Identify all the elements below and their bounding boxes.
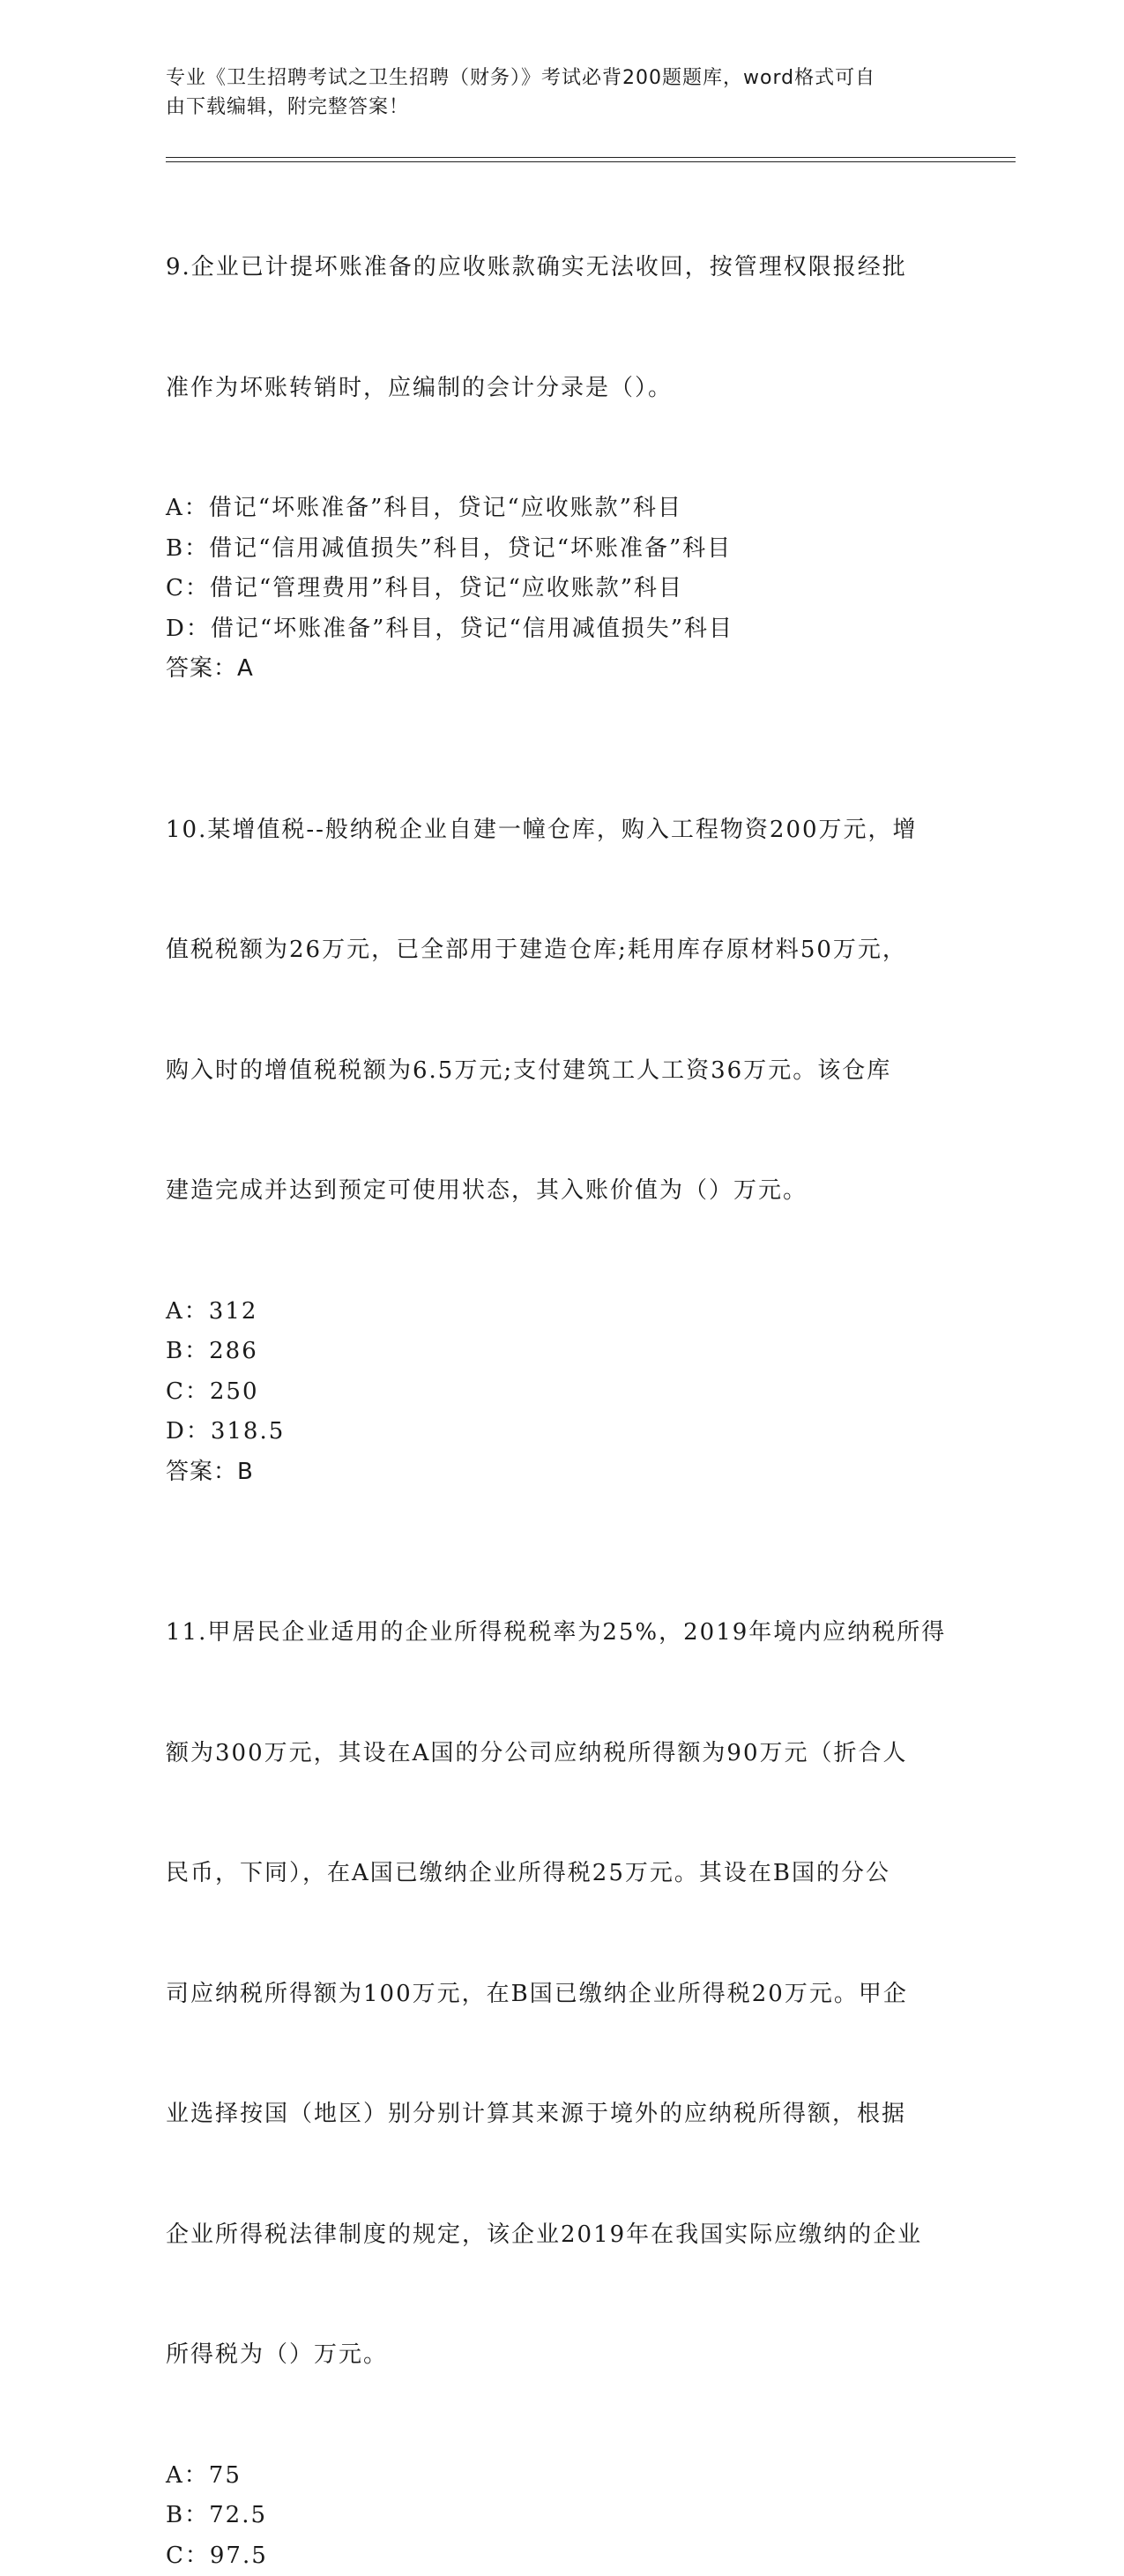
question-stem [166,730,959,1292]
answer-label: 答案：B [166,1452,959,1493]
question-stem-line: 准作为坏账转销时，应编制的会计分录是（）。 [166,369,959,409]
question-stem-line: 购入时的增值税税额为6.5万元;支付建筑工人工资36万元。该仓库 [166,1051,959,1092]
question-stem-line: 建造完成并达到预定可使用状态，其入账价值为（）万元。 [166,1171,959,1212]
question-stem-line: 9.企业已计提坏账准备的应收账款确实无法收回，按管理权限报经批 [166,248,959,288]
question-stem [166,168,959,489]
question-stem-line: 11.甲居民企业适用的企业所得税税率为25%，2019年境内应纳税所得 [166,1613,959,1654]
question-stem-line: 值税税额为26万元，已全部用于建造仓库;耗用库存原材料50万元， [166,930,959,971]
question-9 [166,168,959,690]
question-list [166,168,959,2576]
document-header [166,63,959,122]
question-stem-line: 业选择按国（地区）别分别计算其来源于境外的应纳税所得额，根据 [166,2094,959,2135]
question-11 [166,1533,959,2576]
header-line-2: 由下载编辑，附完整答案！ [166,93,959,122]
header-line-1: 专业《卫生招聘考试之卫生招聘（财务）》考试必背200题题库，word格式可自 [166,63,959,93]
option-b: B：72.5 [166,2496,959,2536]
option-a: A：借记“坏账准备”科目，贷记“应收账款”科目 [166,489,959,529]
question-stem-line: 额为300万元，其设在A国的分公司应纳税所得额为90万元（折合人 [166,1734,959,1774]
question-10 [166,730,959,1493]
question-stem-line: 民币，下同），在A国已缴纳企业所得税25万元。其设在B国的分公 [166,1854,959,1894]
option-c: C：250 [166,1372,959,1413]
question-stem-line: 所得税为（）万元。 [166,2335,959,2376]
header-divider-bottom [166,161,1016,162]
question-stem-line: 10.某增值税--般纳税企业自建一幢仓库，购入工程物资200万元，增 [166,810,959,851]
option-c: C：97.5 [166,2536,959,2576]
question-spacer [166,1492,959,1533]
question-spacer [166,690,959,730]
question-stem-line: 企业所得税法律制度的规定，该企业2019年在我国实际应缴纳的企业 [166,2215,959,2256]
header-divider-top [166,157,1016,158]
answer-label: 答案：A [166,649,959,690]
option-b: B：借记“信用减值损失”科目，贷记“坏账准备”科目 [166,529,959,570]
option-c: C：借记“管理费用”科目，贷记“应收账款”科目 [166,569,959,609]
option-a: A：75 [166,2456,959,2497]
question-stem [166,1533,959,2456]
question-stem-line: 司应纳税所得额为100万元，在B国已缴纳企业所得税20万元。甲企 [166,1975,959,2015]
option-b: B：286 [166,1332,959,1372]
option-d: D：借记“坏账准备”科目，贷记“信用减值损失”科目 [166,609,959,650]
option-a: A：312 [166,1292,959,1333]
option-d: D：318.5 [166,1412,959,1452]
